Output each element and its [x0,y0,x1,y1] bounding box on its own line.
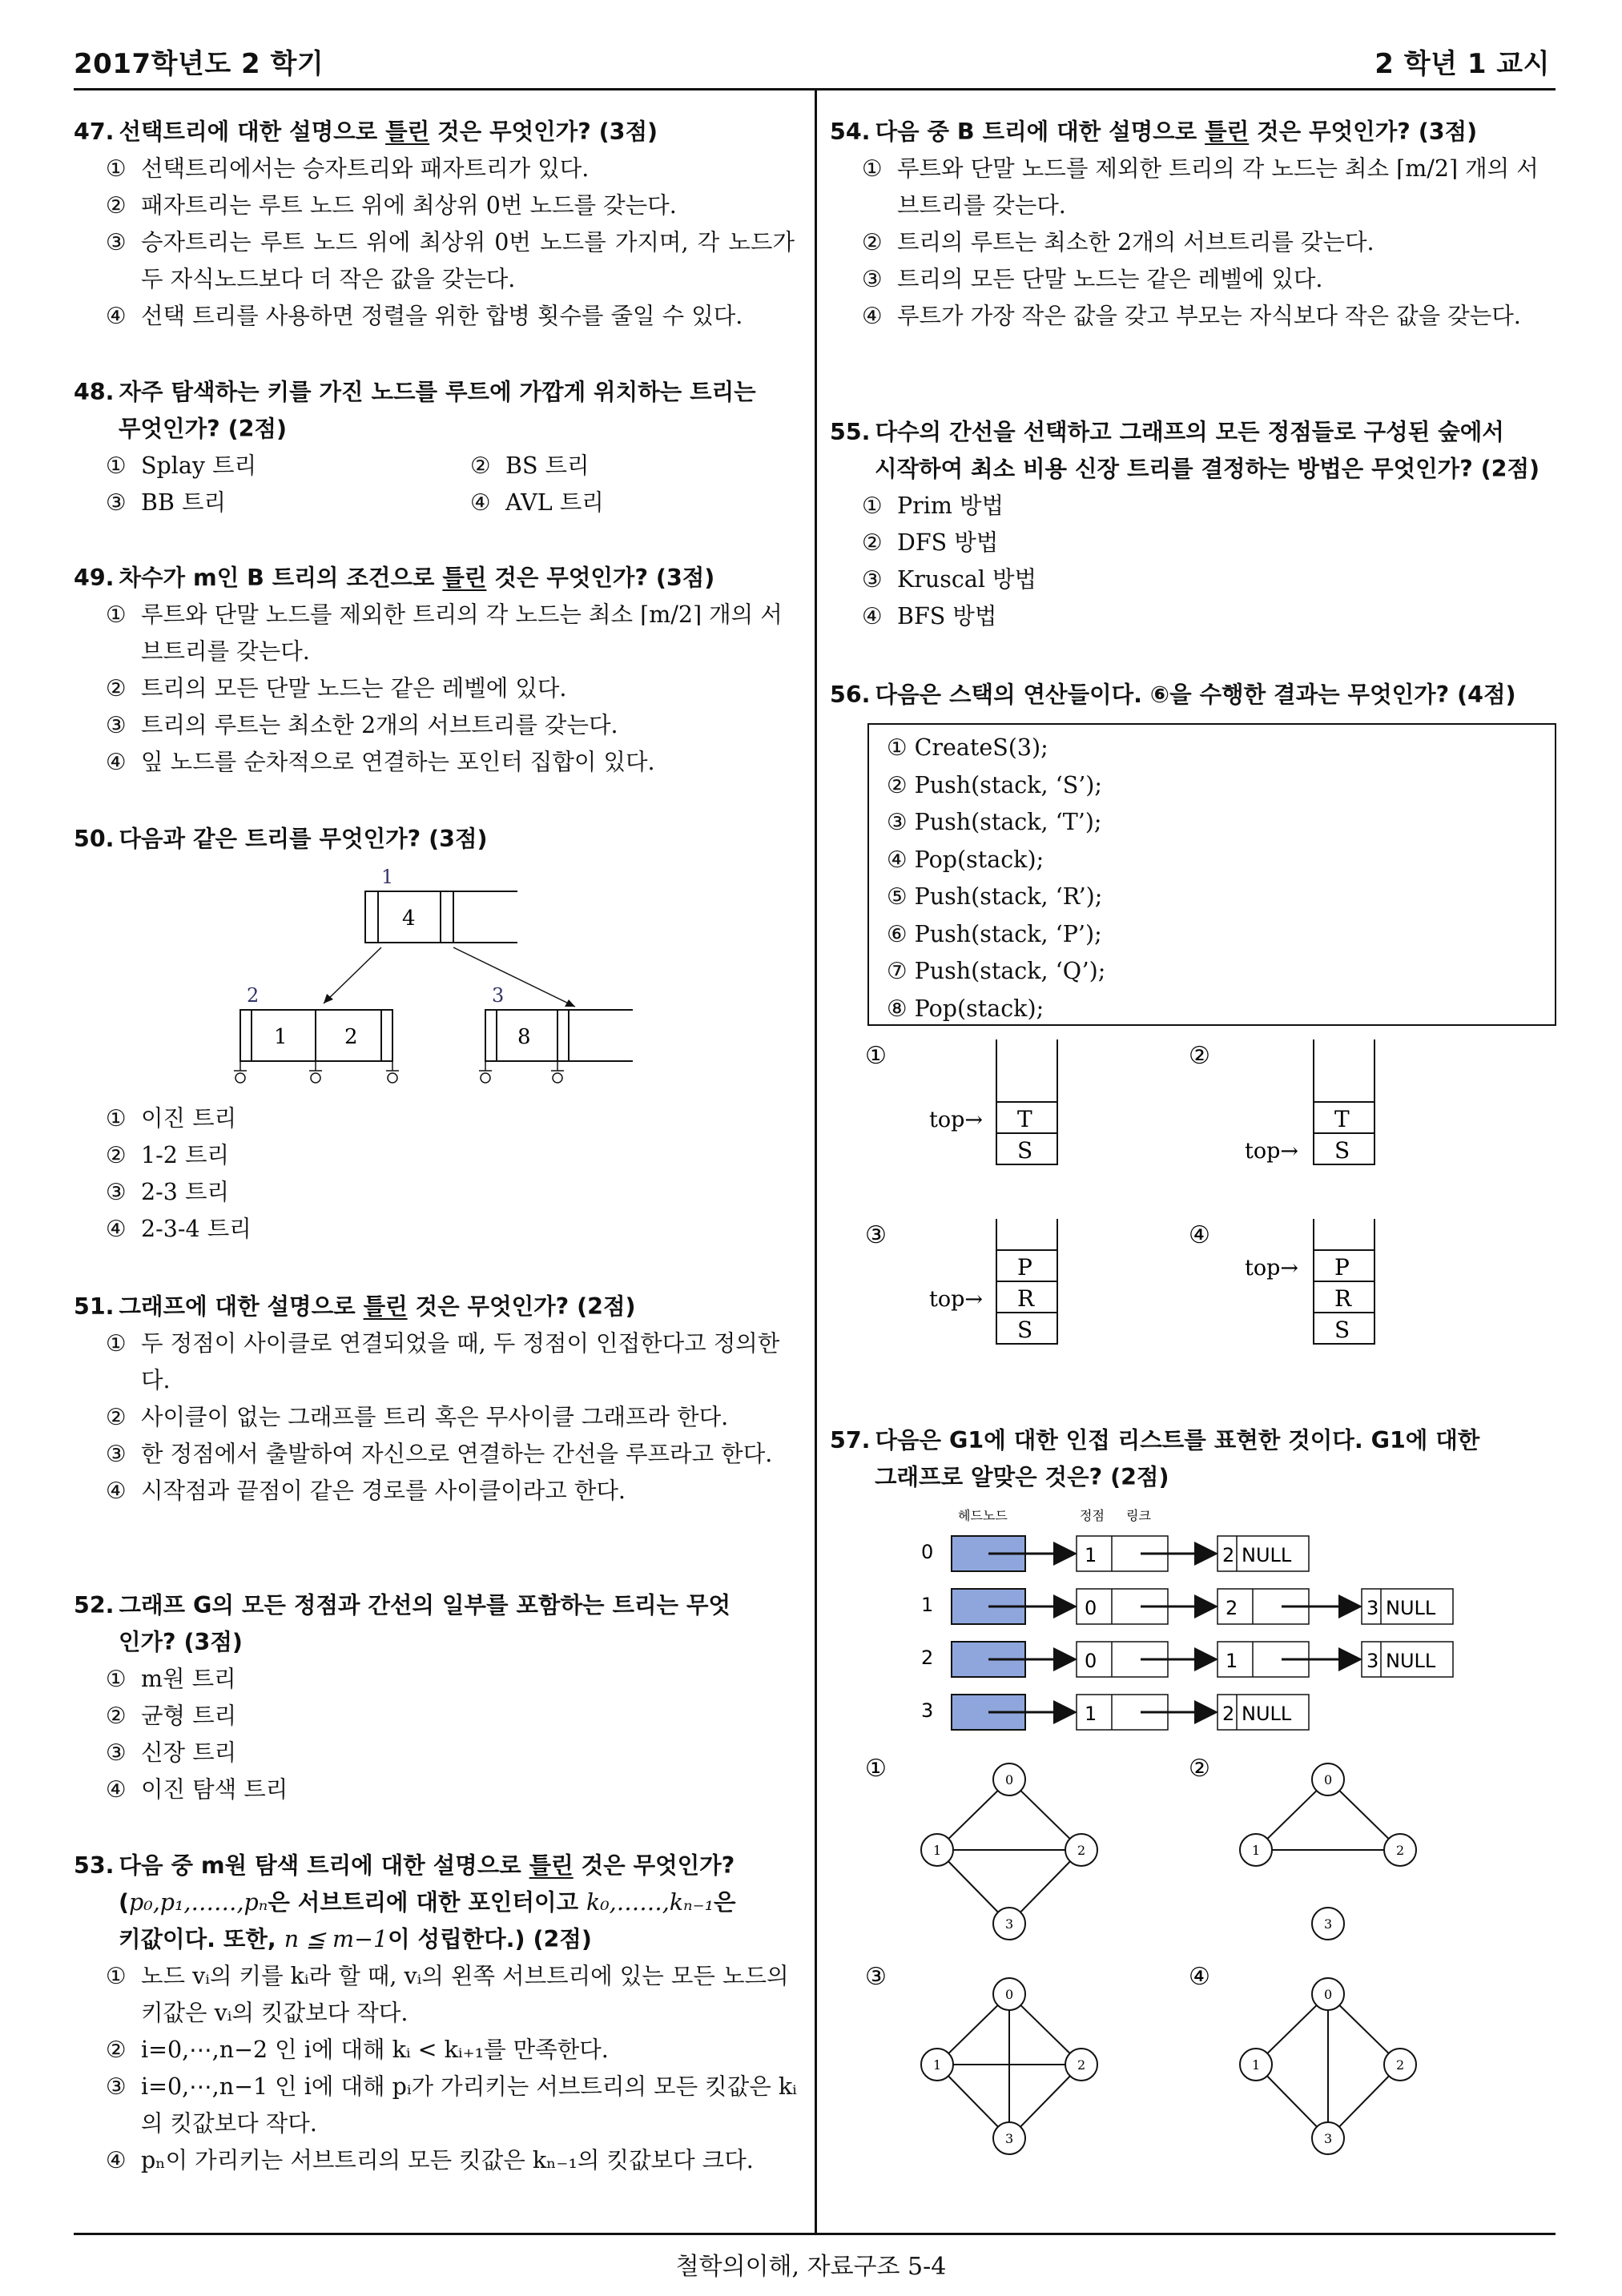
svg-text:NULL: NULL [1242,1544,1292,1566]
svg-text:③: ③ [865,1963,887,1991]
svg-text:0: 0 [1324,1772,1333,1787]
q56-stack-operations-box [867,723,1556,1026]
q56-choice-2[interactable] [1189,1039,1374,1164]
q52-option-4[interactable]: ④ 이진 탐색 트리 [106,1776,288,1803]
q49-option-1[interactable]: ① 루트와 단말 노드를 제외한 트리의 각 노드는 최소 ⌈m/2⌉ 개의 서브트리를 갖는다. [106,601,783,665]
question-47 [74,114,803,335]
question-55 [830,414,1559,635]
adjacency-row-1 [921,1589,1453,1624]
svg-text:NULL: NULL [1386,1597,1436,1619]
stack-op-line: ⑤ Push(stack, ‘R’); [887,883,1103,910]
svg-text:P: P [1017,1254,1032,1281]
svg-text:3: 3 [1005,1916,1014,1932]
svg-text:S: S [1017,1317,1033,1343]
question-56 [830,677,1559,714]
stack-op-line: ④ Pop(stack); [887,846,1044,873]
svg-text:2: 2 [1226,1597,1238,1619]
tree-null-pointers [234,1061,564,1083]
svg-text:1: 1 [1085,1703,1097,1725]
q48-option-2[interactable]: ② BS 트리 [470,452,590,479]
q51-option-1[interactable]: ① 두 정점이 사이클로 연결되었을 때, 두 정점이 인접한다고 정의한다. [106,1330,780,1393]
q48-option-3[interactable]: ③ BB 트리 [106,489,227,516]
label-head-node: 헤드노드 [958,1508,1008,1523]
tree-node-3-label: 3 [492,984,505,1007]
stack-op-line: ⑦ Push(stack, ‘Q’); [887,958,1106,984]
svg-text:1: 1 [1226,1650,1238,1672]
svg-text:S: S [1017,1137,1033,1164]
q52-option-1[interactable]: ① m원 트리 [106,1666,236,1692]
question-51 [74,1289,803,1510]
svg-text:2: 2 [1396,1843,1405,1858]
tree-node-2-key-1: 1 [274,1025,288,1049]
q57-choice-1[interactable] [865,1755,1097,1940]
q56-stack-choices [857,1033,1562,1361]
svg-text:top→: top→ [929,1287,984,1312]
question-55-title: 55. 다수의 간선을 선택하고 그래프의 모든 정점들로 구성된 숲에서 시작하여 최소 비용 신장 트리를 결정하는 방법은 무엇인가? (2점) [830,419,1540,482]
q55-option-2[interactable]: ② DFS 방법 [862,529,999,556]
column-divider [815,90,817,2233]
adjacency-row-3 [921,1695,1309,1730]
tree-node-2-label: 2 [247,984,260,1007]
svg-text:T: T [1334,1106,1350,1132]
svg-text:3: 3 [1366,1650,1379,1672]
svg-text:0: 0 [1085,1650,1097,1672]
q55-option-1[interactable]: ① Prim 방법 [862,493,1004,519]
q49-option-3[interactable]: ③ 트리의 루트는 최소한 2개의 서브트리를 갖는다. [106,712,618,738]
q53-option-2[interactable]: ② i=0,⋯,n−2 인 i에 대해 kᵢ < kᵢ₊₁를 만족한다. [106,2037,609,2063]
question-48-title: 48. 자주 탐색하는 키를 가진 노드를 루트에 가깝게 위치하는 트리는 무엇인가? (2점) [74,379,756,442]
question-56-title: 56. 다음은 스택의 연산들이다. ⑥을 수행한 결과는 무엇인가? (4점) [830,682,1516,708]
svg-text:1: 1 [921,1594,934,1616]
svg-text:0: 0 [1085,1597,1097,1619]
tree-node-1-key: 4 [402,907,416,931]
q51-option-4[interactable]: ④ 시작점과 끝점이 같은 경로를 사이클이라고 한다. [106,1478,626,1504]
svg-text:S: S [1334,1317,1350,1343]
exam-grade-period-header: 2 학년 1 교시 [1374,48,1550,80]
question-50 [74,821,803,858]
q50-tree-diagram [224,861,649,1101]
svg-text:2: 2 [1222,1544,1235,1566]
stack-op-line: ① CreateS(3); [887,734,1048,761]
q56-choice-1[interactable] [865,1039,1057,1164]
question-48 [74,374,803,521]
svg-text:top→: top→ [1245,1139,1299,1164]
q50-option-2[interactable]: ② 1-2 트리 [106,1142,230,1168]
svg-text:2: 2 [1222,1703,1235,1725]
svg-text:1: 1 [1252,1843,1261,1858]
question-50-options [74,1100,803,1248]
question-57 [830,1422,1559,1496]
question-49-title: 49. 차수가 m인 B 트리의 조건으로 틀린 것은 무엇인가? (3점) [74,565,715,591]
question-53-title: 53. 다음 중 m원 탐색 트리에 대한 설명으로 틀린 것은 무엇인가? (p₀,p₁,……,pₙ은 서브트리에 대한 포인터이고 k₀,……,kₙ₋₁은 키값이다. 또한, n ≦ m−1이 성립한다.) (2점) [74,1852,736,1952]
q56-choice-3[interactable] [865,1219,1057,1344]
q54-option-4[interactable]: ④ 루트가 가장 작은 값을 갖고 부모는 자식보다 작은 값을 갖는다. [862,303,1521,329]
question-52-title: 52. 그래프 G의 모든 정점과 간선의 일부를 포함하는 트리는 무엇 인가? (3점) [74,1592,731,1655]
question-49 [74,560,803,781]
q48-option-1[interactable]: ① Splay 트리 [106,452,257,479]
svg-text:1: 1 [933,1843,942,1858]
svg-text:④: ④ [1189,1963,1210,1991]
svg-text:3: 3 [921,1699,934,1722]
question-52 [74,1587,803,1808]
question-54 [830,114,1559,335]
adjacency-row-0 [921,1536,1309,1571]
svg-text:2: 2 [1396,2057,1405,2073]
svg-text:②: ② [1189,1042,1210,1070]
q50-option-4[interactable]: ④ 2-3-4 트리 [106,1216,252,1242]
stack-op-line: ⑥ Push(stack, ‘P’); [887,920,1102,947]
q54-option-2[interactable]: ② 트리의 루트는 최소한 2개의 서브트리를 갖는다. [862,229,1374,255]
question-50-title: 50. 다음과 같은 트리를 무엇인가? (3점) [74,826,488,852]
question-54-title: 54. 다음 중 B 트리에 대한 설명으로 틀린 것은 무엇인가? (3점) [830,119,1478,145]
q57-choice-2[interactable] [1189,1755,1416,1940]
question-57-title: 57. 다음은 G1에 대한 인접 리스트를 표현한 것이다. G1에 대한 그래프로 알맞은 것은? (2점) [830,1427,1480,1490]
q55-option-4[interactable]: ④ BFS 방법 [862,603,997,629]
q47-option-4[interactable]: ④ 선택 트리를 사용하면 정렬을 위한 합병 횟수를 줄일 수 있다. [106,303,743,329]
svg-text:1: 1 [1085,1544,1097,1566]
svg-text:top→: top→ [929,1108,984,1132]
q57-choice-3[interactable] [865,1963,1097,2154]
q50-option-1[interactable]: ① 이진 트리 [106,1105,237,1132]
label-vertex: 정점 [1080,1508,1105,1523]
q50-option-3[interactable]: ③ 2-3 트리 [106,1179,230,1205]
q52-option-2[interactable]: ② 균형 트리 [106,1703,237,1729]
q48-option-4[interactable]: ④ AVL 트리 [470,489,604,516]
exam-term-header: 2017학년도 2 학기 [74,48,324,80]
svg-text:NULL: NULL [1242,1703,1292,1725]
tree-node-1-label: 1 [381,866,394,888]
svg-text:NULL: NULL [1386,1650,1436,1672]
svg-text:1: 1 [1252,2057,1261,2073]
stack-op-line: ⑧ Pop(stack); [887,995,1044,1022]
svg-text:①: ① [865,1042,887,1070]
stack-op-line: ③ Push(stack, ‘T’); [887,809,1102,835]
svg-text:T: T [1017,1106,1032,1132]
q53-option-3[interactable]: ③ i=0,⋯,n−1 인 i에 대해 pᵢ가 가리키는 서브트리의 모든 킷값은 kᵢ의 킷값보다 작다. [106,2073,797,2137]
svg-text:②: ② [1189,1755,1210,1783]
svg-text:P: P [1334,1254,1350,1281]
question-47-title: 47. 선택트리에 대한 설명으로 틀린 것은 무엇인가? (3점) [74,119,658,145]
svg-text:R: R [1017,1285,1035,1312]
q53-option-4[interactable]: ④ pₙ이 가리키는 서브트리의 모든 킷값은 kₙ₋₁의 킷값보다 크다. [106,2147,754,2173]
q53-option-1[interactable]: ① 노드 vᵢ의 키를 kᵢ라 할 때, vᵢ의 왼쪽 서브트리에 있는 모든 노드의 키값은 vᵢ의 킷값보다 작다. [106,1963,789,2026]
question-53 [74,1848,803,2179]
svg-text:3: 3 [1324,1916,1333,1932]
svg-text:1: 1 [933,2057,942,2073]
footer-rule [74,2233,1556,2235]
stack-op-line: ② Push(stack, ‘S’); [887,771,1103,798]
svg-text:3: 3 [1366,1597,1379,1619]
svg-text:0: 0 [1005,1772,1014,1787]
q47-option-1[interactable]: ① 선택트리에서는 승자트리와 패자트리가 있다. [106,155,590,182]
tree-node-2-key-2: 2 [344,1025,358,1049]
svg-text:0: 0 [1324,1987,1333,2002]
q49-option-2[interactable]: ② 트리의 모든 단말 노드는 같은 레벨에 있다. [106,675,567,702]
svg-text:0: 0 [921,1541,934,1563]
svg-text:2: 2 [1077,1843,1086,1858]
page-footer: 철학의이해, 자료구조 5-4 [675,2253,947,2281]
q54-option-3[interactable]: ③ 트리의 모든 단말 노드는 같은 레벨에 있다. [862,266,1323,292]
q57-choice-4[interactable] [1189,1963,1416,2154]
q57-adjacency-list [905,1504,1506,1744]
svg-text:top→: top→ [1245,1256,1299,1281]
question-51-title: 51. 그래프에 대한 설명으로 틀린 것은 무엇인가? (2점) [74,1293,636,1320]
q57-graph-choices [857,1746,1562,2194]
q47-option-3[interactable]: ③ 승자트리는 루트 노드 위에 최상위 0번 노드를 가지며, 각 노드가 두 자식노드보다 더 작은 값을 갖는다. [106,229,795,292]
tree-node-3-key: 8 [517,1025,531,1049]
svg-text:2: 2 [921,1647,934,1669]
q51-option-3[interactable]: ③ 한 정점에서 출발하여 자신으로 연결하는 간선을 루프라고 한다. [106,1441,773,1467]
q47-option-2[interactable]: ② 패자트리는 루트 노드 위에 최상위 0번 노드를 갖는다. [106,192,677,219]
q52-option-3[interactable]: ③ 신장 트리 [106,1739,237,1766]
q56-choice-4[interactable] [1189,1219,1374,1344]
q51-option-2[interactable]: ② 사이클이 없는 그래프를 트리 혹은 무사이클 그래프라 한다. [106,1404,729,1430]
q55-option-3[interactable]: ③ Kruscal 방법 [862,566,1037,593]
svg-text:R: R [1334,1285,1352,1312]
q54-option-1[interactable]: ① 루트와 단말 노드를 제외한 트리의 각 노드는 최소 ⌈m/2⌉ 개의 서브트리를 갖는다. [862,155,1539,219]
svg-text:③: ③ [865,1221,887,1249]
svg-text:①: ① [865,1755,887,1783]
svg-text:3: 3 [1005,2131,1014,2146]
label-link: 링크 [1126,1508,1151,1523]
svg-text:S: S [1334,1137,1350,1164]
svg-text:2: 2 [1077,2057,1086,2073]
svg-text:0: 0 [1005,1987,1014,2002]
adjacency-row-2 [921,1642,1453,1677]
svg-text:3: 3 [1324,2131,1333,2146]
svg-text:④: ④ [1189,1221,1210,1249]
q49-option-4[interactable]: ④ 잎 노드를 순차적으로 연결하는 포인터 집합이 있다. [106,749,655,775]
